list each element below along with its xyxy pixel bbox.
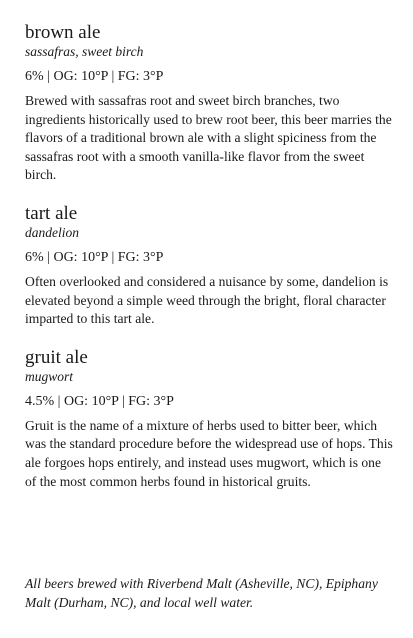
beer-ingredients: sassafras, sweet birch [25,44,144,59]
beer-description: Gruit is the name of a mixture of herbs used to bitter beer, which was the standard procedure before the widespread use of hops. This ale forgoes hops entirely, and instead uses mugwort, which is one of the most common herbs found in historical gruits. [25,417,393,489]
beer-entry-tart-ale [25,203,393,329]
beer-stats: 6% | OG: 10°P | FG: 3°P [25,69,164,84]
beer-ingredients: dandelion [25,224,79,240]
beer-ingredients: mugwort [25,368,74,384]
beer-description: Brewed with sassafras root and sweet birch branches, two ingredients historically used to brew root beer, this beer marries the flavors of a traditional brown ale with a slight spiciness from the sassafras root with a smooth vanilla-like flavor from the sweet birch. [25,93,392,183]
beer-description: Often overlooked and considered a nuisance by some, dandelion is elevated beyond a simple weed through the bright, floral character imparted to this tart ale. [25,273,389,327]
beer-name: brown ale [25,22,101,43]
beer-name: gruit ale [25,346,88,368]
beer-name: tart ale [25,202,78,224]
beer-entry-gruit-ale [25,347,393,491]
beer-entry-brown-ale [25,22,393,185]
beer-menu [25,22,393,491]
beer-stats: 4.5% | OG: 10°P | FG: 3°P [25,393,174,409]
brewing-footnote: All beers brewed with Riverbend Malt (Asheville, NC), Epiphany Malt (Durham, NC), and local well water. [25,576,378,610]
beer-stats: 6% | OG: 10°P | FG: 3°P [25,249,164,265]
